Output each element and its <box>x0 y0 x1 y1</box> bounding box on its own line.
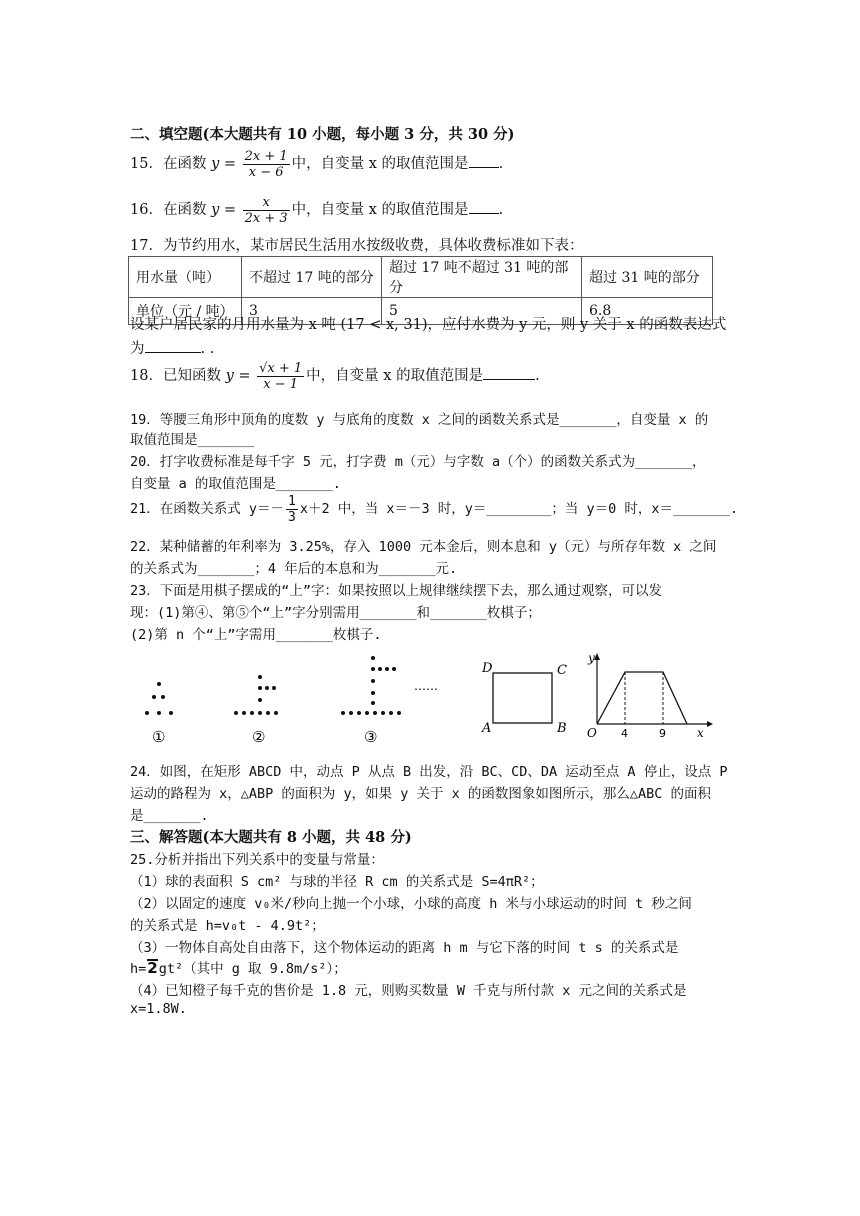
q25-i3-rhs: gt²（其中 g 取 9.8m/s²）； <box>158 961 347 977</box>
question-25-item-4a: （4）已知橙子每千克的售价是 1.8 元，则购买数量 W 千克与所付款 x 元之间的关系式是 <box>130 983 687 999</box>
q18-end: . <box>535 368 540 384</box>
q16-fraction <box>243 195 290 226</box>
q16-num: 16． <box>130 202 163 218</box>
q18-lhs: y = <box>225 368 251 384</box>
q21-post: x＋2 中，当 x＝－3 时，y＝________；当 y＝0 时，x＝_______. <box>299 501 739 517</box>
question-15 <box>130 146 503 182</box>
q18-answer-blank[interactable] <box>483 379 535 380</box>
pattern-1 <box>145 682 173 715</box>
fee-table-cell: 超过 31 吨的部分 <box>582 257 713 298</box>
vertex-label-b: B <box>557 721 567 735</box>
rectangle-abcd <box>493 673 552 723</box>
fee-table-cell: 超过 17 吨不超过 31 吨的部分 <box>382 257 582 298</box>
q16-post: 中，自变量 x 的取值范围是 <box>291 202 469 218</box>
q16-denominator: 2x + 3 <box>244 210 288 226</box>
q16-pre: 在函数 <box>162 202 207 218</box>
q15-num: 15． <box>130 156 163 172</box>
question-24-line3: 是_______. <box>130 808 209 824</box>
pattern-3 <box>341 656 401 715</box>
tick-label-9: 9 <box>659 727 666 740</box>
question-17-line2: 设某户居民家的月用水量为 x 吨 (17 < x, 31)，应付水费为 y 元，则 y 关于 x 的函数表达式 <box>130 317 727 333</box>
q15-numerator: 2x + 1 <box>244 148 288 164</box>
q16-answer-blank[interactable] <box>469 213 499 214</box>
tick-label-4: 4 <box>621 727 628 740</box>
q25-i3-lhs: h= <box>130 961 147 977</box>
fee-table-cell: 不超过 17 吨的部分 <box>242 257 382 298</box>
fee-table-cell: 单位（元 / 吨） <box>129 298 242 325</box>
question-25-item-3b <box>130 957 347 977</box>
section-2-title: 二、填空题(本大题共有 10 小题，每小题 3 分，共 30 分) <box>130 126 515 143</box>
origin-label: O <box>587 726 597 740</box>
q18-numerator: √x + 1 <box>259 360 303 376</box>
question-25-item-2b: 的关系式是 h=v₀t - 4.9t²； <box>130 918 325 934</box>
y-axis-label: y <box>588 651 595 665</box>
fee-table-cell: 用水量（吨） <box>129 257 242 298</box>
fee-table-cell: 6.8 <box>582 298 713 325</box>
q15-lhs: y = <box>211 156 237 172</box>
q21-pre: 21．在函数关系式 y＝－ <box>130 501 285 517</box>
q15-end: . <box>498 156 504 172</box>
q17-suffix: . . <box>200 341 215 357</box>
vertex-label-a: A <box>482 721 492 735</box>
fee-table-cell: 3 <box>242 298 382 325</box>
question-21 <box>130 492 738 526</box>
half-symbol-image: 2 <box>147 959 158 977</box>
pattern-label: ③ <box>364 728 378 746</box>
chess-pattern-figures <box>130 650 470 750</box>
q18-pre: 已知函数 <box>162 368 221 384</box>
q18-fraction <box>257 361 304 392</box>
q18-denominator: x − 1 <box>263 376 299 392</box>
q15-denominator: x − 6 <box>248 164 284 180</box>
q18-num: 18． <box>130 368 163 384</box>
question-22-line1: 22．某种储蓄的年利率为 3.25%，存入 1000 元本金后，则本息和 y（元）与所存年数 x 之间 <box>130 539 717 555</box>
vertex-label-d: D <box>482 661 493 676</box>
q15-post: 中，自变量 x 的取值范围是 <box>291 156 469 172</box>
q16-lhs: y = <box>211 202 237 218</box>
question-17-text: 17．为节约用水，某市居民生活用水按级收费，具体收费标准如下表： <box>130 238 584 254</box>
q18-post: 中，自变量 x 的取值范围是 <box>306 368 484 384</box>
vertex-label-c: C <box>557 663 567 678</box>
fee-table-cell: 5 <box>382 298 582 325</box>
question-22-line2: 的关系式为_______；4 年后的本息和为_______元. <box>130 561 458 577</box>
question-23-line2: 现：(1)第④、第⑤个“上”字分别需用_______和_______枚棋子； <box>130 605 541 621</box>
pattern-ellipsis: …… <box>414 679 438 693</box>
question-19-line2: 取值范围是_______ <box>130 432 255 448</box>
q15-answer-blank[interactable] <box>469 167 499 168</box>
x-axis-arrow <box>707 721 713 727</box>
q15-pre: 在函数 <box>162 156 207 172</box>
question-25-item-1: （1）球的表面积 S cm² 与球的半径 R cm 的关系式是 S=4πR²； <box>130 874 544 890</box>
q17-prefix: 为 <box>130 341 145 357</box>
question-25-title: 25.分析并指出下列关系中的变量与常量： <box>130 852 384 868</box>
q21-fraction <box>286 494 298 525</box>
question-19-line1: 19．等腰三角形中顶角的度数 y 与底角的度数 x 之间的函数关系式是_______，自变量 x 的 <box>130 412 709 428</box>
pattern-2 <box>234 675 278 715</box>
pattern-label: ② <box>252 728 266 746</box>
q21-numerator: 1 <box>288 493 296 509</box>
question-24-line1: 24．如图，在矩形 ABCD 中，动点 P 从点 B 出发，沿 BC、CD、DA 运动至点 A 停止，设点 P <box>130 764 728 780</box>
question-18 <box>130 358 540 394</box>
question-24-line2: 运动的路程为 x，△ABP 的面积为 y，如果 y 关于 x 的函数图象如图所示，那么△ABC 的面积 <box>130 786 712 802</box>
question-25-item-4b: x=1.8W. <box>130 1001 187 1017</box>
question-23-line3: (2)第 n 个“上”字需用_______枚棋子. <box>130 627 382 643</box>
function-graph-figure <box>585 650 715 740</box>
q15-fraction <box>243 149 290 180</box>
question-23-line1: 23．下面是用棋子摆成的“上”字：如果按照以上规律继续摆下去，那么通过观察，可以发 <box>130 583 663 599</box>
q16-numerator: x <box>243 195 290 211</box>
fee-table-row <box>129 257 713 298</box>
q21-denominator: 3 <box>288 509 296 525</box>
question-25-item-2a: （2）以固定的速度 v₀米/秒向上抛一个小球，小球的高度 h 米与小球运动的时间 t 秒之间 <box>130 896 692 912</box>
question-25-item-3a: （3）一物体自高处自由落下，这个物体运动的距离 h m 与它下落的时间 t s 的关系式是 <box>130 940 679 956</box>
question-20-line1: 20．打字收费标准是每千字 5 元，打字费 m（元）与字数 a（个）的函数关系式为_______， <box>130 454 706 470</box>
q17-answer-blank[interactable] <box>145 352 201 353</box>
section-3-title: 三、解答题(本大题共有 8 小题，共 48 分) <box>130 829 412 846</box>
question-17-line3 <box>130 337 214 358</box>
y-axis-arrow <box>594 653 600 660</box>
question-16 <box>130 192 503 228</box>
x-axis-label: x <box>697 726 704 740</box>
function-curve <box>597 672 687 724</box>
q16-end: . <box>498 202 504 218</box>
rectangle-abcd-figure <box>480 655 580 735</box>
question-20-line2: 自变量 a 的取值范围是_______. <box>130 476 341 492</box>
pattern-label: ① <box>152 728 166 746</box>
